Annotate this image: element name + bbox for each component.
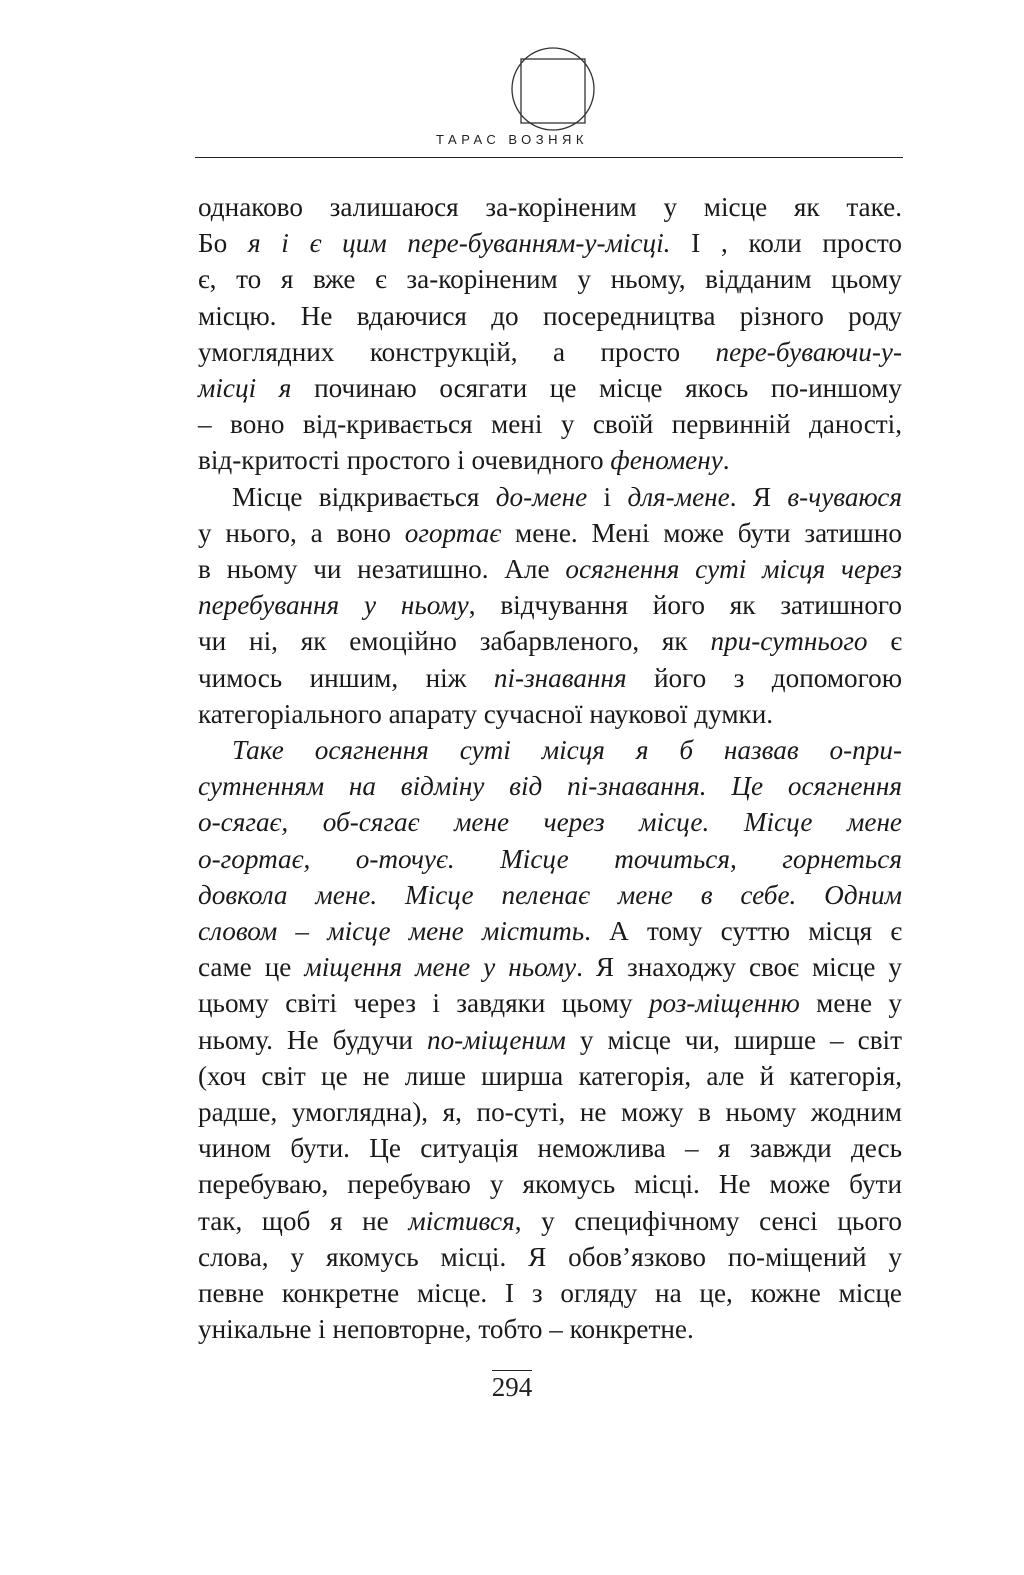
text-run: Бо: [198, 228, 248, 259]
text-run: від-критості простого і очевидного: [198, 445, 611, 476]
text-run: мене у: [799, 988, 902, 1019]
text-line: [198, 1239, 902, 1275]
text-run: чи ні, як емоційно забарвленого, як: [198, 626, 711, 657]
text-line: [198, 515, 902, 551]
text-line: [198, 732, 902, 768]
text-run: цьому світі через і завдяки цьому: [198, 988, 649, 1019]
body-text: [198, 189, 902, 1348]
text-run: І , коли просто: [670, 228, 902, 259]
text-run: однаково залишаюся за-коріненим у місце як таке.: [198, 192, 902, 222]
italic-run: осягнення суті місця через: [565, 554, 902, 585]
paragraph: [198, 732, 902, 1347]
text-line: [198, 551, 902, 587]
text-run: є, то я вже є за-коріненим у ньому, відданим цьому: [198, 264, 902, 295]
text-line: [198, 479, 902, 515]
text-line: [198, 1203, 902, 1239]
page-number: [0, 1372, 1024, 1403]
text-run: , відчування його як затишного: [468, 590, 902, 621]
text-run: – воно від-кривається мені у своїй первинній даності,: [198, 409, 902, 440]
text-line: [198, 877, 902, 913]
text-line: [198, 1130, 902, 1166]
text-line: [198, 1166, 902, 1202]
text-run: його з допомогою: [626, 662, 902, 693]
italic-run: я і є цим пере-буванням-у-місці.: [247, 228, 671, 259]
italic-run: при-сутнього: [710, 626, 868, 657]
italic-run: о-сягає, об-сягає мене через місце. Місце мене: [198, 807, 902, 838]
running-head: ТАРАС ВОЗНЯК: [436, 132, 588, 147]
italic-run: пере-буваючи-у-: [715, 336, 902, 367]
page-number-value: 294: [491, 1372, 533, 1402]
text-line: [198, 1094, 902, 1130]
italic-run: в-чуваюся: [787, 481, 902, 512]
header-logo-icon: [510, 46, 596, 132]
text-line: [198, 985, 902, 1021]
header-rule: [195, 157, 903, 158]
text-run: і: [587, 481, 628, 512]
text-run: , у специфічному сенсі цього: [514, 1205, 902, 1236]
text-run: перебуваю, перебуваю у якомусь місці. Не може бути: [198, 1169, 902, 1200]
text-run: місцю. Не вдаючися до посередництва різного роду: [198, 300, 902, 331]
text-run: є: [867, 626, 903, 657]
text-run: саме це: [198, 952, 305, 983]
text-line: [198, 298, 902, 334]
italic-run: пі-знавання: [493, 662, 627, 693]
text-line: [198, 261, 902, 297]
text-line: [198, 1275, 902, 1311]
text-run: слова, у якомусь місці. Я обов’язково по-міщений у: [198, 1241, 902, 1272]
italic-run: місці я: [198, 373, 292, 404]
text-run: радше, умоглядна), я, по-суті, не можу в ньому жодним: [198, 1097, 902, 1128]
italic-run: сутненням на відміну від пі-знавання. Це осягнення: [198, 771, 902, 802]
text-run: починаю осягати це місце якось по-иншому: [291, 373, 902, 404]
text-run: .: [722, 445, 730, 476]
italic-run: феномену: [610, 445, 723, 476]
text-run: Місце відкривається: [232, 481, 496, 512]
text-run: категоріального апарату сучасної наукової думки.: [198, 698, 774, 729]
text-line: [198, 841, 902, 877]
text-run: чином бути. Це ситуація неможлива – я завжди десь: [198, 1133, 902, 1164]
text-line: [198, 623, 902, 659]
text-line: [198, 406, 902, 442]
text-line: [198, 696, 902, 732]
italic-run: роз-міщенню: [648, 988, 800, 1019]
italic-run: по-міщеним: [426, 1024, 566, 1055]
text-line: [198, 1058, 902, 1094]
text-line: [198, 189, 902, 225]
text-run: чимось иншим, ніж: [198, 662, 494, 693]
text-line: [198, 587, 902, 623]
text-run: . А тому суттю місця є: [584, 916, 902, 947]
text-line: [198, 949, 902, 985]
text-line: [198, 370, 902, 406]
italic-run: для-мене: [627, 481, 730, 512]
italic-run: до-мене: [495, 481, 588, 512]
italic-run: о-гортає, о-точує. Місце точиться, горнеться: [198, 843, 902, 874]
text-run: мене. Мені може бути затишно: [501, 517, 902, 548]
text-run: унікальне і неповторне, тобто – конкретне.: [198, 1314, 694, 1345]
text-run: . Я знаходжу своє місце у: [576, 952, 902, 983]
text-run: в ньому чи незатишно. Але: [198, 554, 566, 585]
italic-run: Таке осягнення суті місця я б назвав о-при-: [232, 735, 902, 766]
italic-run: огортає: [404, 517, 502, 548]
paragraph: [198, 479, 902, 732]
text-line: [198, 660, 902, 696]
text-run: (хоч світ це не лише ширша категорія, але й категорія,: [198, 1060, 902, 1091]
italic-run: довкола мене. Місце пеленає мене в себе. Одним: [198, 879, 902, 910]
text-line: [198, 913, 902, 949]
text-run: певне конкретне місце. І з огляду на це, кожне місце: [198, 1278, 902, 1309]
italic-run: містився: [408, 1205, 515, 1236]
text-line: [198, 1022, 902, 1058]
italic-run: словом – місце мене містить: [198, 916, 585, 947]
text-run: умоглядних конструкцій, а просто: [198, 336, 716, 367]
text-run: так, щоб я не: [198, 1205, 409, 1236]
text-line: [198, 1311, 902, 1347]
text-run: . Я: [729, 481, 788, 512]
paragraph: [198, 189, 902, 479]
text-line: [198, 804, 902, 840]
text-line: [198, 334, 902, 370]
text-run: ньому. Не будучи: [198, 1024, 427, 1055]
text-line: [198, 768, 902, 804]
italic-run: міщення мене у ньому: [304, 952, 577, 983]
text-run: у нього, а воно: [198, 517, 405, 548]
italic-run: перебування у ньому: [198, 590, 469, 621]
text-line: [198, 225, 902, 261]
text-line: [198, 442, 902, 478]
text-run: у місце чи, ширше – світ: [565, 1024, 902, 1055]
